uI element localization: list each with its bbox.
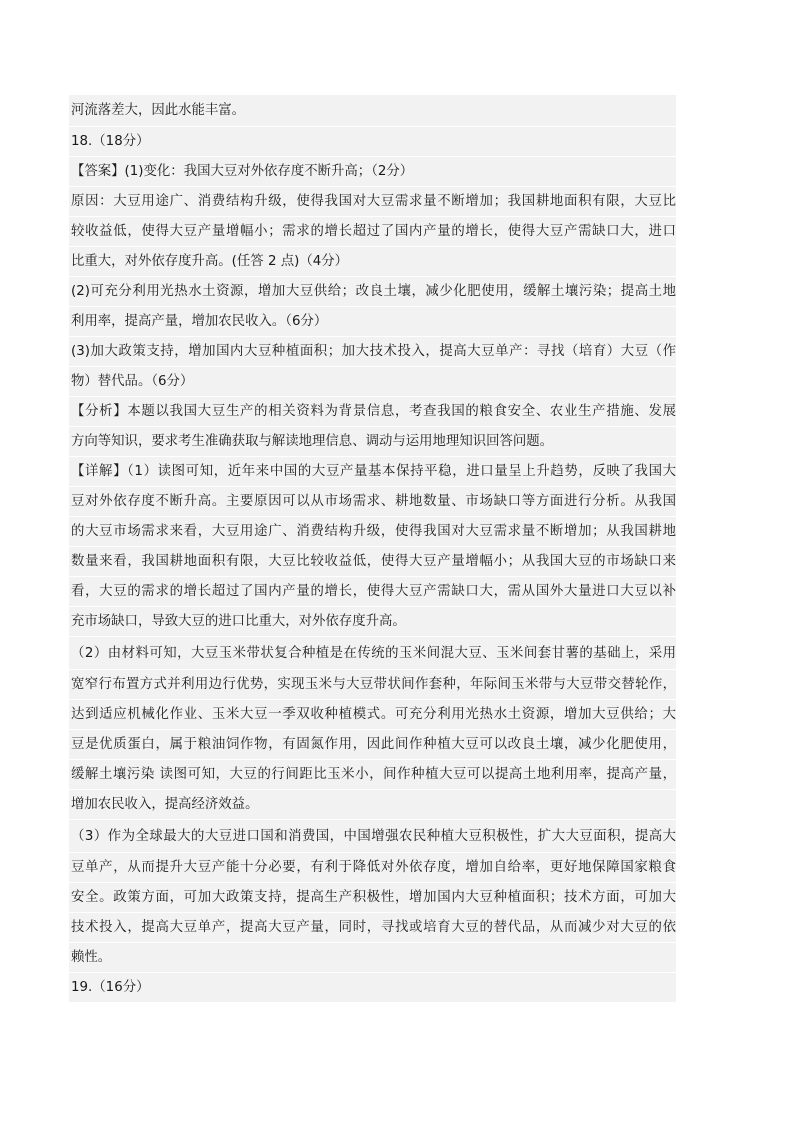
text-line: 技术投入，提高大豆单产，提高大豆产量，同时，寻找或培育大豆的替代品，从而减少对大豆的依 <box>69 913 676 943</box>
text-line: 河流落差大，因此水能丰富。 <box>69 95 676 127</box>
text-line: 充市场缺口，导致大豆的进口比重大，对外依存度升高。 <box>69 607 676 637</box>
text-line: 的大豆市场需求来看，大豆用途广、消费结构升级，使得我国对大豆需求量不断增加；从我国耕地 <box>69 517 676 547</box>
question-number: 19.（16分） <box>69 973 676 1003</box>
text-line: 增加农民收入，提高经济效益。 <box>69 790 676 820</box>
answer-text-block <box>69 95 676 1003</box>
text-line: （3）作为全球最大的大豆进口国和消费国，中国增强农民种植大豆积极性，扩大大豆面积，提高大 <box>69 820 676 853</box>
text-line: 方向等知识，要求考生准确获取与解读地理信息、调动与运用地理知识回答问题。 <box>69 427 676 457</box>
text-line: 安全。政策方面，可加大政策支持，提高生产积极性，增加国内大豆种植面积；技术方面，可加大 <box>69 883 676 913</box>
text-line: (2)可充分利用光热水土资源，增加大豆供给；改良土壤，减少化肥使用，缓解土壤污染；提高土地 <box>69 277 676 307</box>
text-line: 利用率，提高产量，增加农民收入。（6分） <box>69 307 676 337</box>
text-line: 数量来看，我国耕地面积有限，大豆比较收益低，使得大豆产量增幅小；从我国大豆的市场缺口来 <box>69 547 676 577</box>
text-line: （2）由材料可知，大豆玉米带状复合种植是在传统的玉米间混大豆、玉米间套甘薯的基础上，采用 <box>69 637 676 670</box>
text-line: 宽窄行布置方式并利用边行优势，实现玉米与大豆带状间作套种，年际间玉米带与大豆带交替轮作， <box>69 670 676 700</box>
text-line: 【答案】(1)变化：我国大豆对外依存度不断升高；（2分） <box>69 157 676 187</box>
text-line: 赖性。 <box>69 943 676 973</box>
question-number: 18.（18分） <box>69 127 676 157</box>
text-line: (3)加大政策支持，增加国内大豆种植面积；加大技术投入，提高大豆单产：寻找（培育）大豆（作 <box>69 337 676 367</box>
text-line: 看，大豆的需求的增长超过了国内产量的增长，使得大豆产需缺口大，需从国外大量进口大豆以补 <box>69 577 676 607</box>
text-line: 豆是优质蛋白，属于粮油饲作物，有固氮作用，因此间作种植大豆可以改良土壤，减少化肥使用， <box>69 730 676 760</box>
text-line: 物）替代品。（6分） <box>69 367 676 397</box>
text-line: 豆对外依存度不断升高。主要原因可以从市场需求、耕地数量、市场缺口等方面进行分析。从我国 <box>69 487 676 517</box>
text-line: 原因：大豆用途广、消费结构升级，使得我国对大豆需求量不断增加；我国耕地面积有限，大豆比 <box>69 187 676 217</box>
text-line: 缓解土壤污染 读图可知，大豆的行间距比玉米小，间作种植大豆可以提高土地利用率，提高产量， <box>69 760 676 790</box>
text-line: 豆单产，从而提升大豆产能十分必要，有利于降低对外依存度，增加自给率，更好地保障国家粮食 <box>69 853 676 883</box>
text-line: 达到适应机械化作业、玉米大豆一季双收种植模式。可充分利用光热水土资源，增加大豆供给；大 <box>69 700 676 730</box>
text-line: 【详解】（1）读图可知，近年来中国的大豆产量基本保持平稳，进口量呈上升趋势，反映了我国大 <box>69 457 676 487</box>
text-line: 【分析】本题以我国大豆生产的相关资料为背景信息，考查我国的粮食安全、农业生产措施、发展 <box>69 397 676 427</box>
text-line: 较收益低，使得大豆产量增幅小；需求的增长超过了国内产量的增长，使得大豆产需缺口大，进口 <box>69 217 676 247</box>
text-line: 比重大，对外依存度升高。(任答 2 点)（4分） <box>69 247 676 277</box>
